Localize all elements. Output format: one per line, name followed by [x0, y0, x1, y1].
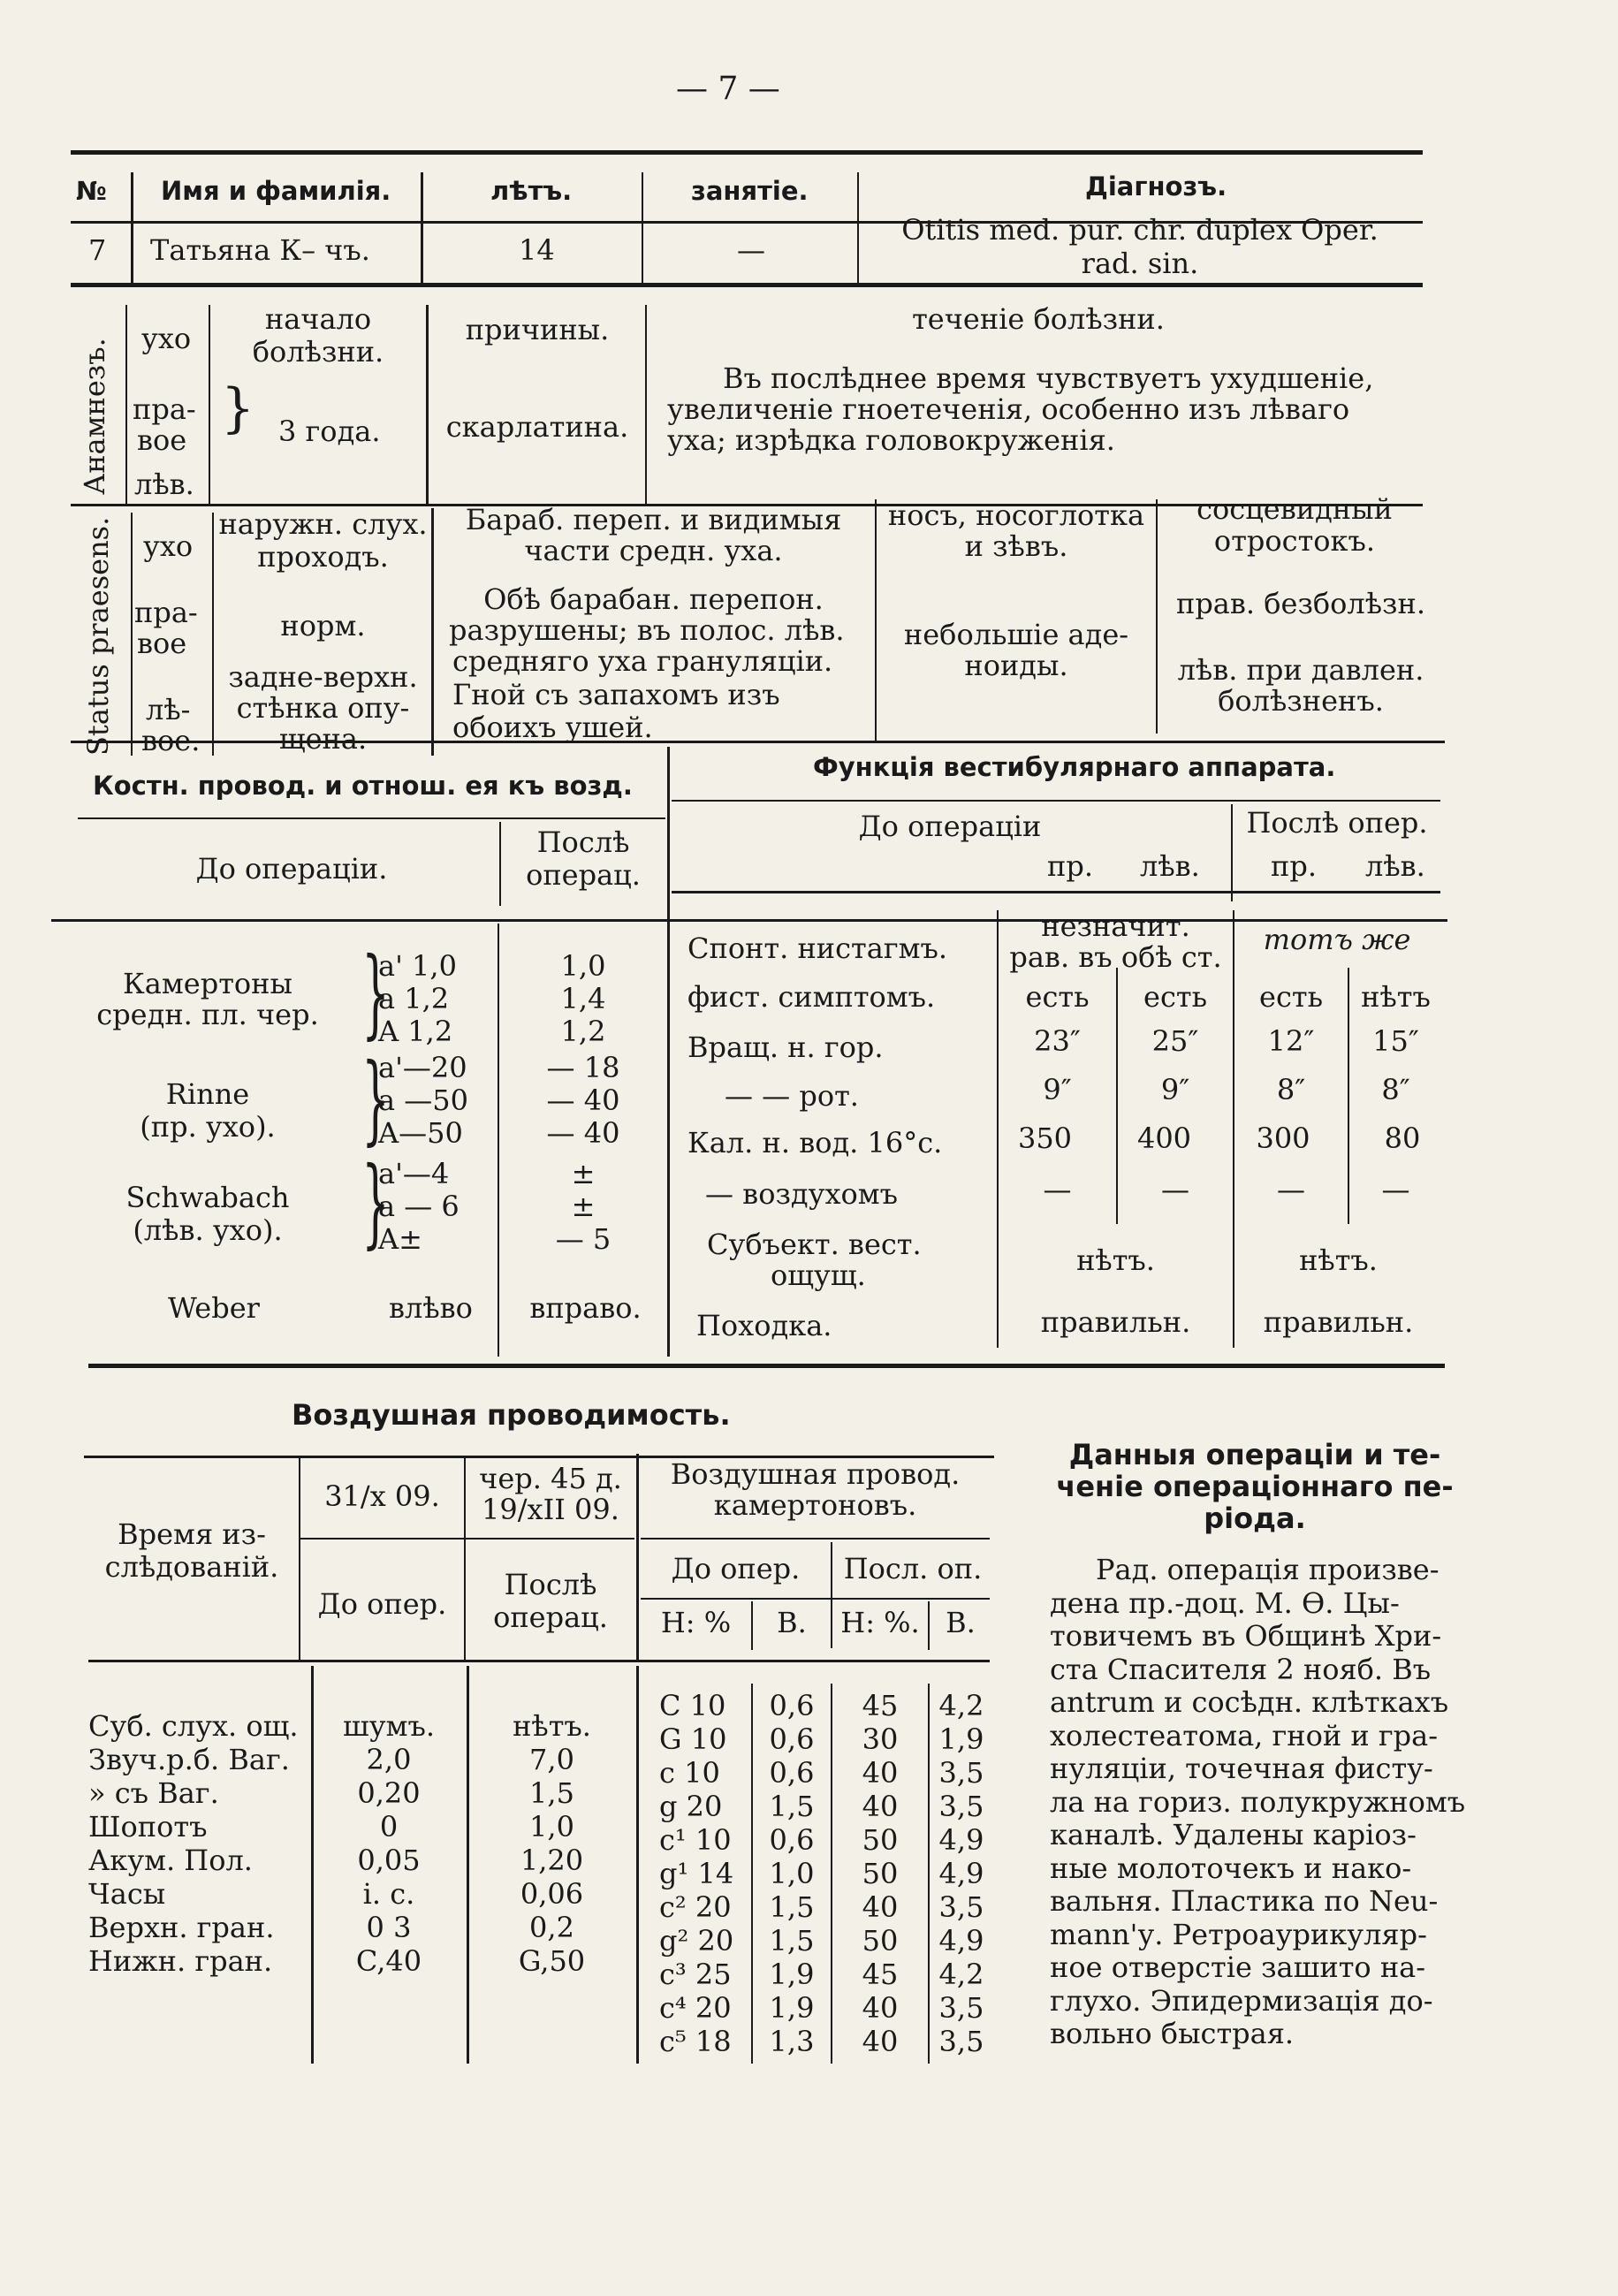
- vest-row-label: Походка.: [696, 1309, 832, 1342]
- vest-row-value: нѣтъ: [1361, 980, 1431, 1014]
- vest-row-value: —: [1277, 1173, 1305, 1206]
- vest-row-label: ощущ.: [771, 1258, 866, 1292]
- vest-row-value: рав. въ обѣ ст.: [1009, 940, 1222, 974]
- fork-cell: 50: [862, 1823, 899, 1857]
- operation-text-line: вальня. Пластика по Neu-: [1050, 1884, 1439, 1918]
- rinne-before-3: A—50: [378, 1116, 463, 1150]
- status-ear-4: лѣ-: [146, 693, 191, 726]
- vest-row-value: тотъ же: [1263, 923, 1411, 956]
- status-ear-3: вое: [137, 627, 187, 660]
- status-ear-2: пра-: [134, 596, 198, 629]
- vest-row-label: — воздухомъ: [705, 1177, 898, 1211]
- drum-head-1: Бараб. переп. и видимыя: [465, 503, 842, 536]
- air-row-value: 0,20: [357, 1776, 421, 1810]
- nose-head-1: носъ, носоглотка: [887, 498, 1145, 532]
- after-op-2: операц.: [493, 1600, 608, 1634]
- anamnesis-label: Анамнезъ.: [78, 338, 111, 495]
- operation-title-line: ріода.: [1204, 1502, 1306, 1535]
- vestibular-before: До операціи: [858, 810, 1042, 843]
- ext-line-3: стѣнка опу-: [236, 691, 410, 725]
- fork-cell: 40: [862, 1890, 899, 1924]
- tuning-after-1: 1,0: [560, 949, 606, 983]
- air-row-label: Звуч.р.б. Ваг.: [88, 1743, 290, 1776]
- date-after-1: чер. 45 д.: [479, 1462, 622, 1495]
- fork-cell: 0,6: [769, 1722, 815, 1756]
- air-row-value: 0 3: [366, 1911, 412, 1944]
- schwabach-after-1: ±: [571, 1157, 596, 1190]
- tuning-after-2: 1,4: [560, 982, 606, 1015]
- rinne-label-1: Rinne: [165, 1077, 250, 1111]
- vest-row-value: 8″: [1381, 1073, 1410, 1106]
- vest-row-value: есть: [1259, 980, 1323, 1014]
- course-line-3: уха; изрѣдка головокруженія.: [667, 423, 1115, 457]
- weber-after: вправо.: [529, 1291, 642, 1325]
- vest-row-value: 400: [1136, 1121, 1192, 1155]
- mastoid-line-1: прав. безболѣзн.: [1175, 587, 1425, 620]
- diagnosis-line-1: Otitis med. pur. chr. duplex Oper.: [901, 213, 1379, 247]
- air-row-label: Суб. слух. ощ.: [88, 1709, 299, 1743]
- schwabach-before-2: a — 6: [378, 1190, 460, 1223]
- bone-after-1: Послѣ: [536, 825, 630, 859]
- fork-cell: 1,9: [769, 1991, 815, 2025]
- operation-text-line: дена пр.-доц. М. Ѳ. Цы-: [1050, 1585, 1400, 1620]
- fork-cell: 3,5: [938, 1790, 984, 1823]
- fork-cell: c⁴ 20: [659, 1991, 732, 2025]
- rinne-before-2: a —50: [378, 1083, 468, 1117]
- row-number: 7: [88, 233, 107, 267]
- vest-row-value: 80: [1384, 1121, 1421, 1155]
- fork-cell: c¹ 10: [659, 1823, 732, 1857]
- vest-row-label: Вращ. н. гор.: [687, 1030, 884, 1064]
- fork-cell: 1,5: [769, 1924, 815, 1958]
- air-row-value: 2,0: [366, 1743, 412, 1776]
- drum-line-3: средняго уха грануляціи.: [452, 644, 833, 678]
- vest-row-value: правильн.: [1263, 1305, 1414, 1339]
- fork-cell: 50: [862, 1857, 899, 1890]
- forks-after: Посл. оп.: [843, 1552, 983, 1585]
- forks-sub-1: H: %: [660, 1606, 732, 1639]
- air-row-label: » съ Ваг.: [88, 1776, 219, 1810]
- operation-text-line: ста Спасителя 2 нояб. Въ: [1050, 1652, 1432, 1686]
- fork-cell: 40: [862, 2025, 899, 2058]
- forks-sub-4: B.: [946, 1606, 976, 1639]
- operation-title-line: ченіе операціоннаго пе-: [1056, 1470, 1454, 1503]
- vest-row-value: нѣтъ.: [1299, 1243, 1378, 1277]
- vest-row-value: 9″: [1043, 1073, 1072, 1106]
- weber-before: влѣво: [389, 1291, 473, 1325]
- vest-row-value: —: [1381, 1173, 1410, 1206]
- bone-title: Костн. провод. и отнош. ея къ возд.: [93, 771, 633, 801]
- fork-cell: 4,2: [938, 1958, 984, 1991]
- rinne-before-1: a'—20: [378, 1051, 467, 1084]
- patient-occupation: —: [737, 233, 765, 267]
- air-row-label: Акум. Пол.: [88, 1844, 253, 1877]
- time-label-1: Время из-: [118, 1517, 266, 1551]
- date-before: 31/x 09.: [324, 1479, 440, 1513]
- status-ear-5: вое.: [141, 724, 201, 757]
- air-row-value: 1,0: [529, 1810, 574, 1844]
- fork-cell: C 10: [659, 1689, 726, 1722]
- bone-after-2: операц.: [526, 858, 641, 892]
- rinne-after-2: — 40: [546, 1083, 620, 1117]
- page-number: — 7 —: [676, 71, 780, 107]
- operation-text-line: вольно быстрая.: [1050, 2017, 1295, 2050]
- operation-text-line: Рад. операція произве-: [1096, 1553, 1439, 1586]
- fork-cell: 0,6: [769, 1689, 815, 1722]
- operation-title-line: Данныя операціи и те-: [1068, 1438, 1441, 1471]
- air-row-label: Часы: [88, 1877, 166, 1911]
- vest-row-label: Субъект. вест.: [707, 1228, 922, 1261]
- fork-cell: 3,5: [938, 1756, 984, 1790]
- vest-row-label: — — рот.: [725, 1079, 859, 1113]
- vestibular-side-1: пр.: [1047, 849, 1093, 883]
- air-row-value: C,40: [355, 1944, 422, 1978]
- schwabach-before-1: a'—4: [378, 1157, 450, 1190]
- operation-text-line: ла на гориз. полукружномъ: [1050, 1784, 1466, 1819]
- operation-text-line: нуляціи, точечная фисту-: [1050, 1752, 1433, 1785]
- vestibular-side-4: лѣв.: [1365, 849, 1425, 883]
- course-line-1: Въ послѣднее время чувствуетъ ухудшеніе,: [723, 361, 1374, 395]
- schwabach-label-1: Schwabach: [125, 1181, 290, 1214]
- fork-cell: 1,5: [769, 1790, 815, 1823]
- vest-row-value: —: [1161, 1173, 1189, 1206]
- fork-cell: 1,3: [769, 2025, 815, 2058]
- air-title: Воздушная проводимость.: [292, 1398, 731, 1432]
- air-row-value: 0,06: [520, 1877, 584, 1911]
- status-label: Status praesens.: [81, 516, 115, 756]
- onset-head-1: начало: [264, 302, 372, 336]
- onset-value: 3 года.: [278, 414, 381, 448]
- mastoid-line-3: болѣзненъ.: [1218, 684, 1384, 718]
- fork-cell: 40: [862, 1756, 899, 1790]
- causes-value: скарлатина.: [445, 410, 629, 444]
- vestibular-after: Послѣ опер.: [1246, 806, 1428, 840]
- fork-cell: 40: [862, 1991, 899, 2025]
- vest-row-value: 15″: [1372, 1024, 1419, 1058]
- onset-head-2: болѣзни.: [252, 335, 384, 369]
- vest-row-value: правильн.: [1040, 1305, 1191, 1339]
- forks-head-2: камертоновъ.: [713, 1488, 917, 1522]
- air-row-value: нѣтъ.: [513, 1709, 591, 1743]
- col-name: Имя и фамилія.: [161, 176, 391, 206]
- schwabach-after-2: ±: [571, 1190, 596, 1223]
- date-after-2: 19/xII 09.: [482, 1493, 619, 1526]
- diagnosis-line-2: rad. sin.: [1081, 247, 1199, 280]
- operation-text-line: товичемъ въ Общинѣ Хри-: [1050, 1619, 1442, 1653]
- air-row-value: 0,2: [529, 1911, 574, 1944]
- air-row-label: Верхн. гран.: [88, 1911, 275, 1944]
- fork-cell: 40: [862, 1790, 899, 1823]
- vestibular-title: Функція вестибулярнаго аппарата.: [813, 752, 1336, 782]
- air-row-label: Нижн. гран.: [88, 1944, 273, 1978]
- rinne-after-1: — 18: [546, 1051, 620, 1084]
- air-row-label: Шопотъ: [88, 1810, 208, 1844]
- patient-age: 14: [519, 233, 555, 267]
- operation-text-line: antrum и сосѣдн. клѣткахъ: [1050, 1685, 1449, 1719]
- schwabach-label-2: (лѣв. ухо).: [133, 1213, 283, 1247]
- fork-cell: G 10: [659, 1722, 727, 1756]
- fork-cell: 1,5: [769, 1890, 815, 1924]
- fork-cell: c² 20: [659, 1890, 732, 1924]
- drum-head-2: части средн. уха.: [524, 534, 783, 567]
- mastoid-line-2: лѣв. при давлен.: [1177, 653, 1424, 687]
- tuning-before-3: A 1,2: [378, 1015, 453, 1048]
- vestibular-side-3: пр.: [1271, 849, 1317, 883]
- forks-sub-3: H: %.: [840, 1606, 920, 1639]
- tuning-brace: }: [361, 936, 390, 1049]
- anamnesis-ear-3: вое: [137, 423, 187, 457]
- schwabach-after-3: — 5: [555, 1222, 611, 1256]
- mastoid-head-2: отростокъ.: [1213, 524, 1376, 558]
- air-row-value: i. c.: [362, 1877, 415, 1911]
- vest-row-value: 9″: [1160, 1073, 1190, 1106]
- fork-cell: 3,5: [938, 2025, 984, 2058]
- ext-line-1: норм.: [280, 609, 366, 642]
- vestibular-side-2: лѣв.: [1140, 849, 1200, 883]
- vest-row-value: есть: [1143, 980, 1207, 1014]
- vest-row-label: Кал. н. вод. 16°c.: [687, 1126, 943, 1159]
- fork-cell: 3,5: [938, 1890, 984, 1924]
- course-head: теченіе болѣзни.: [912, 302, 1165, 336]
- operation-text-line: холестеатома, гной и гра-: [1050, 1718, 1438, 1752]
- vest-row-value: —: [1043, 1173, 1072, 1206]
- forks-sub-2: B.: [777, 1606, 807, 1639]
- col-occupation: занятіе.: [691, 176, 809, 206]
- fork-cell: 1,9: [938, 1722, 984, 1756]
- col-age: лѣтъ.: [490, 176, 573, 206]
- anamnesis-ear-2: пра-: [133, 392, 196, 426]
- drum-line-4: Гной съ запахомъ изъ: [452, 678, 780, 711]
- tuning-after-3: 1,2: [560, 1015, 606, 1048]
- vest-row-label: Спонт. нистагмъ.: [687, 931, 947, 965]
- fork-cell: g² 20: [659, 1924, 734, 1958]
- tuning-before-1: a' 1,0: [378, 949, 457, 983]
- onset-brace: }: [221, 377, 255, 439]
- schwabach-brace: }: [361, 1145, 390, 1258]
- tuning-before-2: a 1,2: [378, 982, 450, 1015]
- vest-row-value: есть: [1025, 980, 1090, 1014]
- drum-line-1: Обѣ барабан. перепон.: [483, 582, 824, 616]
- fork-cell: c 10: [659, 1756, 720, 1790]
- fork-cell: g 20: [659, 1790, 723, 1823]
- fork-cell: 4,9: [938, 1857, 984, 1890]
- vest-row-value: незначит.: [1041, 909, 1190, 943]
- vest-row-value: 12″: [1267, 1024, 1315, 1058]
- patient-name: Татьяна К– чъ.: [150, 233, 370, 267]
- fork-cell: 45: [862, 1958, 899, 1991]
- rinne-label-2: (пр. ухо).: [140, 1110, 276, 1144]
- anamnesis-ear-4: лѣв.: [134, 468, 194, 501]
- fork-cell: 30: [862, 1722, 899, 1756]
- nose-head-2: и зѣвъ.: [964, 529, 1068, 563]
- air-row-value: шумъ.: [343, 1709, 435, 1743]
- ext-head-2: проходъ.: [257, 540, 389, 574]
- rinne-brace: }: [361, 1042, 390, 1155]
- air-row-value: G,50: [518, 1944, 586, 1978]
- col-diagnosis: Діагнозъ.: [1085, 171, 1227, 201]
- causes-head: причины.: [465, 313, 610, 346]
- anamnesis-ear-1: ухо: [141, 322, 192, 355]
- drum-line-5: обоихъ ушей.: [452, 711, 653, 744]
- operation-text-line: ные молоточекъ и нако-: [1050, 1851, 1412, 1885]
- before-op-label: До опер.: [317, 1587, 447, 1621]
- ext-line-2: задне-верхн.: [228, 660, 418, 694]
- tuning-label-2: средн. пл. чер.: [96, 998, 319, 1031]
- course-line-2: увеличеніе гноетеченія, особенно изъ лѣваго: [667, 392, 1350, 426]
- nose-line-1: небольшіе аде-: [903, 618, 1129, 651]
- schwabach-before-3: A±: [378, 1222, 422, 1256]
- fork-cell: c⁵ 18: [659, 2025, 732, 2058]
- fork-cell: 4,9: [938, 1823, 984, 1857]
- weber-label: Weber: [168, 1291, 260, 1325]
- vest-row-label: фист. симптомъ.: [687, 980, 936, 1014]
- tuning-label-1: Камертоны: [123, 967, 292, 1000]
- fork-cell: 3,5: [938, 1991, 984, 2025]
- fork-cell: 1,9: [769, 1958, 815, 1991]
- operation-text-line: ное отверстіе зашито на-: [1050, 1950, 1426, 1984]
- fork-cell: 45: [862, 1689, 899, 1722]
- forks-head-1: Воздушная провод.: [670, 1457, 961, 1491]
- operation-text-line: mann'у. Ретроаурикуляр-: [1050, 1917, 1427, 1951]
- vest-row-value: 23″: [1034, 1024, 1081, 1058]
- vest-row-value: 350: [1017, 1121, 1073, 1155]
- vest-row-value: 300: [1256, 1121, 1310, 1155]
- nose-line-2: ноиды.: [964, 649, 1068, 682]
- mastoid-head-1: сосцевидный: [1196, 492, 1393, 526]
- after-op-1: Послѣ: [504, 1568, 597, 1601]
- fork-cell: 50: [862, 1924, 899, 1958]
- bone-before: До операціи.: [195, 852, 388, 886]
- operation-text-line: каналѣ. Удалены каріоз-: [1050, 1818, 1417, 1851]
- col-number: №: [76, 176, 107, 206]
- fork-cell: g¹ 14: [659, 1857, 734, 1890]
- fork-cell: 1,0: [769, 1857, 815, 1890]
- air-row-value: 0,05: [357, 1844, 421, 1877]
- fork-cell: 4,2: [938, 1689, 984, 1722]
- fork-cell: c³ 25: [659, 1958, 732, 1991]
- ext-line-4: щена.: [278, 722, 368, 756]
- air-row-value: 1,5: [529, 1776, 574, 1810]
- vest-row-value: 8″: [1276, 1073, 1306, 1106]
- air-row-value: 7,0: [529, 1743, 574, 1776]
- vest-row-value: нѣтъ.: [1076, 1243, 1155, 1277]
- ext-head-1: наружн. слух.: [218, 507, 428, 541]
- forks-before: До опер.: [671, 1552, 801, 1585]
- time-label-2: слѣдованій.: [104, 1550, 279, 1584]
- fork-cell: 0,6: [769, 1823, 815, 1857]
- operation-text-line: глухо. Эпидермизація до-: [1050, 1983, 1433, 2018]
- rinne-after-3: — 40: [546, 1116, 620, 1150]
- air-row-value: 0: [379, 1810, 399, 1844]
- vest-row-value: 25″: [1151, 1024, 1199, 1058]
- drum-line-2: разрушены; въ полос. лѣв.: [449, 613, 845, 647]
- air-row-value: 1,20: [520, 1844, 584, 1877]
- fork-cell: 0,6: [769, 1756, 815, 1790]
- fork-cell: 4,9: [938, 1924, 984, 1958]
- status-ear-1: ухо: [143, 529, 194, 563]
